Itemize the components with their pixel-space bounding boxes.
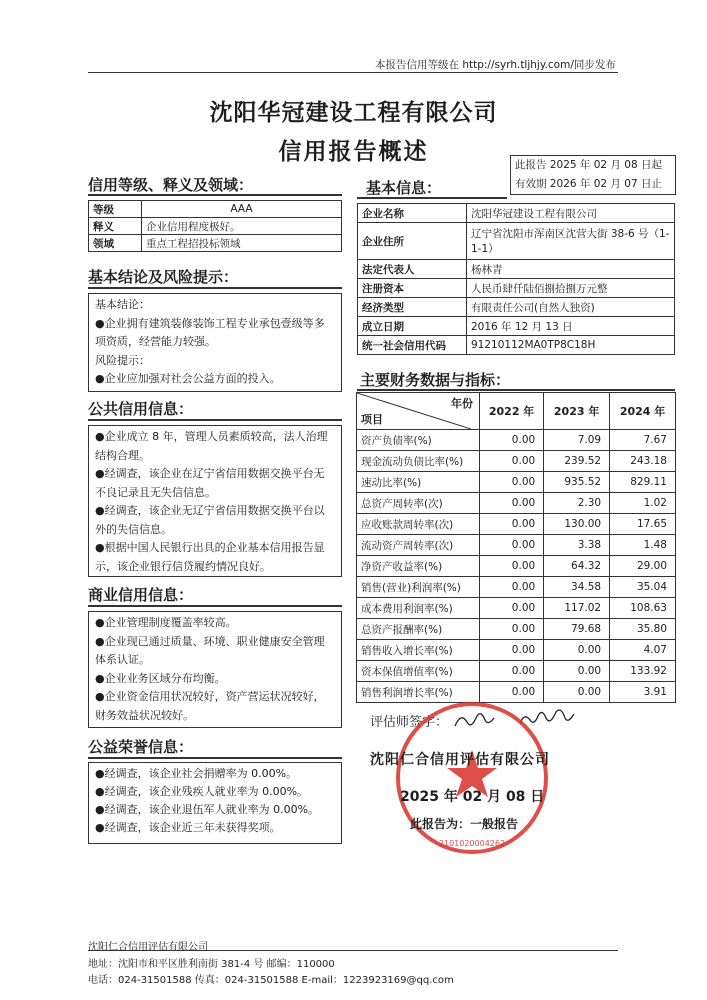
table-row — [357, 577, 676, 598]
footer-address: 地址：沈阳市和平区胜利南街 381-4 号 邮编：110000 — [88, 959, 335, 970]
metric-name: 销售利润增长率(%) — [357, 682, 480, 703]
metric-name: 成本费用利润率(%) — [357, 598, 480, 619]
table-row — [358, 279, 675, 298]
metric-value: 3.38 — [544, 535, 610, 556]
metric-value: 0.00 — [544, 640, 610, 661]
metric-value: 0.00 — [480, 535, 544, 556]
list-item: ●经调查，该企业近三年未获得奖项。 — [95, 821, 281, 834]
table-row — [89, 218, 342, 235]
conclusion-title: 基本结论及风险提示： — [88, 268, 239, 286]
conclusion-rule — [88, 287, 342, 289]
metric-value: 17.65 — [610, 514, 676, 535]
table-row — [357, 661, 676, 682]
metric-value: 1.02 — [610, 493, 676, 514]
grade-value: AAA — [142, 201, 342, 218]
grade-table — [88, 200, 342, 252]
metric-value: 0.00 — [480, 451, 544, 472]
table-row — [358, 204, 675, 223]
metric-name: 销售(营业)利润率(%) — [357, 577, 480, 598]
meaning-value: 企业信用程度极好。 — [142, 218, 342, 235]
metric-value: 117.02 — [544, 598, 610, 619]
charity-box — [88, 762, 342, 844]
metric-value: 108.63 — [610, 598, 676, 619]
risk-text: ●企业应加强对社会公益方面的投入。 — [95, 372, 281, 385]
financial-title: 主要财务数据与指标： — [360, 371, 511, 389]
year-header: 2022 年 — [480, 393, 544, 430]
business-credit-box — [88, 611, 342, 728]
list-item: ●经调查，该企业退伍军人就业率为 0.00%。 — [95, 803, 320, 816]
year-header: 2024 年 — [610, 393, 676, 430]
grade-section-title: 信用等级、释义及领域： — [88, 176, 254, 194]
metric-value: 935.52 — [544, 472, 610, 493]
metric-value: 1.48 — [610, 535, 676, 556]
table-row — [357, 556, 676, 577]
basic-info-title: 基本信息： — [366, 179, 442, 197]
diagonal-header-cell — [357, 393, 480, 430]
agency-name: 沈阳仁合信用评估有限公司 — [370, 752, 550, 768]
info-value: 2016 年 12 月 13 日 — [467, 317, 675, 336]
report-publish-note: 本报告信用等级在 http://syrh.tljhjy.com/同步发布 — [375, 59, 616, 71]
metric-name: 现金流动负债比率(%) — [357, 451, 480, 472]
info-label: 企业住所 — [358, 223, 467, 260]
info-label: 注册资本 — [358, 279, 467, 298]
table-row — [358, 223, 675, 260]
metric-value: 0.00 — [480, 556, 544, 577]
table-row — [358, 260, 675, 279]
valid-from: 此报告 2025 年 02 月 08 日起 — [515, 159, 662, 171]
table-row — [357, 598, 676, 619]
table-row — [89, 235, 342, 252]
info-value: 有限责任公司(自然人独资) — [467, 298, 675, 317]
table-row — [358, 298, 675, 317]
table-row — [358, 317, 675, 336]
company-seal — [392, 698, 552, 858]
metric-value: 0.00 — [480, 493, 544, 514]
business-credit-title: 商业信用信息： — [88, 586, 194, 604]
domain-value: 重点工程招投标领域 — [142, 235, 342, 252]
list-item: ●根据中国人民银行出具的企业基本信用报告显示，该企业银行信贷履约情况良好。 — [95, 541, 325, 573]
public-credit-rule — [88, 419, 342, 421]
report-title: 信用报告概述 — [278, 139, 429, 165]
info-label: 成立日期 — [358, 317, 467, 336]
metric-name: 总资产周转率(次) — [357, 493, 480, 514]
svg-text:2101020004262: 2101020004262 — [438, 839, 506, 848]
grade-section-rule — [88, 194, 342, 196]
info-label: 法定代表人 — [358, 260, 467, 279]
public-credit-box — [88, 425, 342, 577]
company-title: 沈阳华冠建设工程有限公司 — [209, 100, 498, 126]
metric-value: 0.00 — [544, 661, 610, 682]
metric-value: 133.92 — [610, 661, 676, 682]
info-value: 人民币肆仟陆佰捌拾捌万元整 — [467, 279, 675, 298]
basic-info-table — [357, 203, 675, 355]
list-item: ●经调查，该企业在辽宁省信用数据交换平台无不良记录且无失信信息。 — [95, 467, 325, 499]
metric-value: 35.04 — [610, 577, 676, 598]
metric-name: 销售收入增长率(%) — [357, 640, 480, 661]
report-type: 此报告为：一般报告 — [410, 817, 519, 831]
table-row — [357, 535, 676, 556]
metric-name: 速动比率(%) — [357, 472, 480, 493]
metric-name: 应收账款周转率(次) — [357, 514, 480, 535]
year-header: 2023 年 — [544, 393, 610, 430]
business-credit-rule — [88, 605, 342, 607]
public-credit-title: 公共信用信息： — [88, 400, 194, 418]
metric-value: 7.09 — [544, 430, 610, 451]
list-item: ●企业业务区域分布均衡。 — [95, 671, 226, 685]
table-row — [357, 430, 676, 451]
table-header-row — [357, 393, 676, 430]
header-item-label: 项目 — [361, 413, 383, 426]
metric-value: 0.00 — [480, 619, 544, 640]
list-item: ●经调查，该企业残疾人就业率为 0.00%。 — [95, 785, 309, 798]
sign-date: 2025 年 02 月 08 日 — [400, 789, 545, 805]
info-label: 统一社会信用代码 — [358, 336, 467, 355]
financial-rows — [357, 430, 676, 703]
signer-label: 评估师签字： — [370, 715, 449, 730]
table-row — [358, 336, 675, 355]
metric-name: 流动资产周转率(次) — [357, 535, 480, 556]
metric-value: 0.00 — [480, 661, 544, 682]
info-value: 杨林青 — [467, 260, 675, 279]
info-label: 企业名称 — [358, 204, 467, 223]
metric-value: 0.00 — [480, 514, 544, 535]
list-item: ●企业现已通过质量、环境、职业健康安全管理体系认证。 — [95, 634, 325, 666]
list-item: ●企业成立 8 年，管理人员素质较高，法人治理结构合理。 — [95, 430, 328, 462]
basic-info-rule — [357, 197, 507, 199]
metric-value: 7.67 — [610, 430, 676, 451]
table-row — [357, 619, 676, 640]
basic-conclusion-label: 基本结论： — [95, 298, 150, 311]
table-row — [357, 514, 676, 535]
metric-value: 243.18 — [610, 451, 676, 472]
domain-label: 领域 — [89, 235, 142, 252]
metric-value: 0.00 — [480, 577, 544, 598]
grade-label: 等级 — [89, 201, 142, 218]
metric-name: 资本保值增值率(%) — [357, 661, 480, 682]
financial-rule — [357, 389, 675, 391]
conclusion-box — [88, 293, 342, 392]
metric-value: 4.07 — [610, 640, 676, 661]
financial-table — [356, 392, 676, 703]
metric-value: 829.11 — [610, 472, 676, 493]
metric-value: 29.00 — [610, 556, 676, 577]
list-item: ●经调查，该企业社会捐赠率为 0.00%。 — [95, 767, 298, 780]
info-label: 经济类型 — [358, 298, 467, 317]
metric-value: 0.00 — [480, 430, 544, 451]
metric-value: 35.80 — [610, 619, 676, 640]
info-value: 91210112MA0TP8C18H — [467, 336, 675, 355]
table-row — [357, 640, 676, 661]
list-item: ●经调查，该企业无辽宁省信用数据交换平台以外的失信信息。 — [95, 504, 325, 536]
table-row — [357, 493, 676, 514]
metric-value: 130.00 — [544, 514, 610, 535]
metric-value: 34.58 — [544, 577, 610, 598]
list-item: ●企业管理制度覆盖率较高。 — [95, 616, 237, 629]
basic-conclusion-text: ●企业拥有建筑装修装饰工程专业承包壹级等多项资质，经营能力较强。 — [95, 316, 325, 348]
meaning-label: 释义 — [89, 218, 142, 235]
metric-value: 0.00 — [544, 682, 610, 703]
risk-label: 风险提示： — [95, 353, 150, 367]
metric-value: 0.00 — [480, 598, 544, 619]
metric-name: 净资产收益率(%) — [357, 556, 480, 577]
metric-value: 64.32 — [544, 556, 610, 577]
info-value: 沈阳华冠建设工程有限公司 — [467, 204, 675, 223]
info-value: 辽宁省沈阳市浑南区沈营大街 38-6 号（1-1-1） — [467, 223, 675, 260]
validity-box — [510, 155, 676, 195]
metric-name: 资产负债率(%) — [357, 430, 480, 451]
list-item: ●企业资金信用状况较好，资产营运状况较好，财务效益状况较好。 — [95, 690, 325, 722]
valid-to: 有效期 2026 年 02 月 07 日止 — [515, 178, 662, 190]
metric-value: 2.30 — [544, 493, 610, 514]
footer-company: 沈阳仁合信用评估有限公司 — [88, 942, 208, 953]
metric-value: 79.68 — [544, 619, 610, 640]
header-year-label: 年份 — [451, 397, 473, 410]
metric-value: 0.00 — [480, 472, 544, 493]
table-row — [357, 472, 676, 493]
metric-name: 总资产报酬率(%) — [357, 619, 480, 640]
footer-contact: 电话：024-31501588 传真：024-31501588 E-mail：1223923169@qq.com — [88, 975, 454, 986]
charity-rule — [88, 757, 342, 759]
charity-title: 公益荣誉信息： — [88, 738, 194, 756]
table-row — [357, 451, 676, 472]
metric-value: 0.00 — [480, 682, 544, 703]
metric-value: 3.91 — [610, 682, 676, 703]
metric-value: 0.00 — [480, 640, 544, 661]
header-divider — [88, 72, 618, 73]
metric-value: 239.52 — [544, 451, 610, 472]
table-row — [89, 201, 342, 218]
